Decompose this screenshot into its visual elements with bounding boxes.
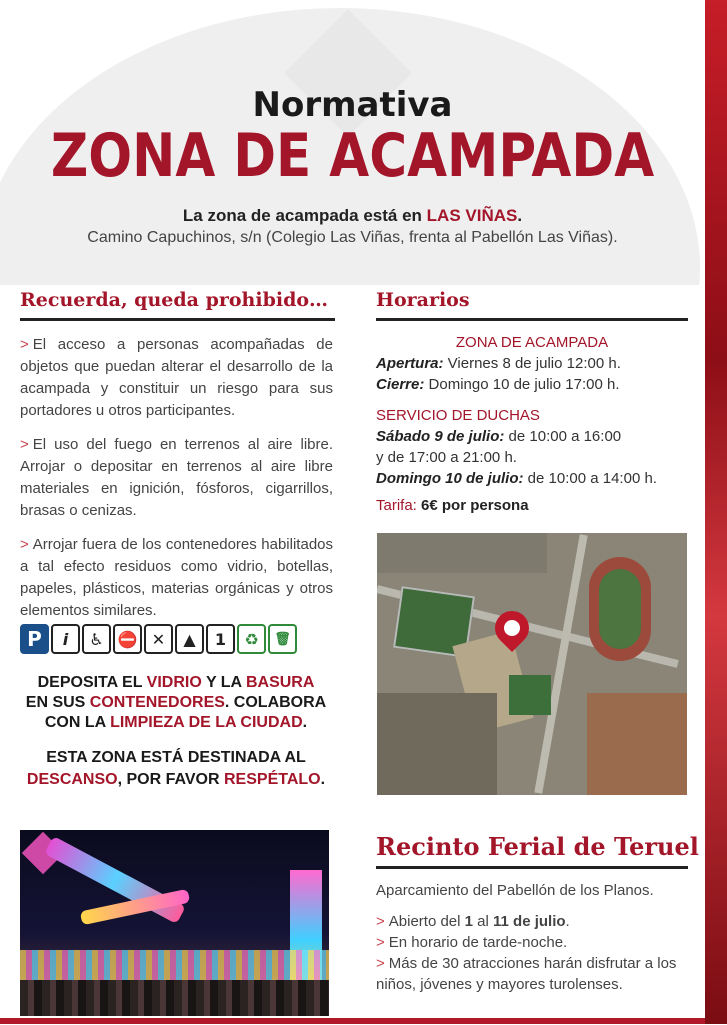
- sabado-row-2: y de 17:00 a 21:00 h.: [376, 449, 517, 466]
- list-item: > Abierto del 1 al 11 de julio.: [376, 913, 570, 930]
- section-divider: [20, 318, 335, 321]
- recycle-bin-icon: ♻: [237, 624, 266, 654]
- apertura-row: Apertura: Viernes 8 de julio 12:00 h.: [376, 355, 621, 372]
- tarifa-row: Tarifa: 6€ por persona: [376, 497, 529, 514]
- tent-icon: ▲: [175, 624, 204, 654]
- recinto-block: [376, 880, 692, 995]
- no-camping-icon: ✕: [144, 624, 173, 654]
- page-title: ZONA DE ACAMPADA: [50, 121, 655, 191]
- service-icons-row: [20, 624, 335, 656]
- info-icon: i: [51, 624, 80, 654]
- prohibited-list: [20, 334, 333, 634]
- list-item: > Arrojar fuera de los contenedores habilitados a tal efecto residuos como vidrio, botellas, papeles, plásticos, materias orgánicas y otros elementos similares.: [20, 536, 333, 619]
- recinto-title: Recinto Ferial de Teruel: [376, 832, 699, 861]
- wheelchair-icon: ♿: [82, 624, 111, 654]
- dog-icon: ⛔: [113, 624, 142, 654]
- fairground-photo: [20, 830, 329, 1016]
- list-item: > En horario de tarde-noche.: [376, 934, 568, 951]
- rest-zone-notice: ESTA ZONA ESTÁ DESTINADA AL DESCANSO, POR FAVOR RESPÉTALO.: [26, 749, 326, 788]
- duchas-subtitle: SERVICIO DE DUCHAS: [376, 407, 540, 424]
- bullet-arrow-icon: >: [20, 536, 29, 553]
- recinto-subtitle: Aparcamiento del Pabellón de los Planos.: [376, 882, 654, 899]
- location-map: [377, 533, 687, 795]
- bullet-arrow-icon: >: [20, 436, 29, 453]
- section-divider: [376, 866, 688, 869]
- bullet-arrow-icon: >: [20, 336, 29, 353]
- decorative-edge: [705, 0, 727, 1024]
- number-one-icon: 1: [206, 624, 235, 654]
- list-item: > El uso del fuego en terrenos al aire libre. Arrojar o depositar en terrenos al aire libre materiales en ignición, fósforos, cigarrillos, brasas o cenizas.: [20, 436, 333, 519]
- parking-icon: P: [20, 624, 49, 654]
- domingo-row: Domingo 10 de julio: de 10:00 a 14:00 h.: [376, 470, 657, 487]
- bottom-accent-bar: [0, 1018, 705, 1024]
- bullet-arrow-icon: >: [376, 913, 385, 930]
- bullet-arrow-icon: >: [376, 934, 385, 951]
- location-address: Camino Capuchinos, s/n (Colegio Las Viñas, frenta al Pabellón Las Viñas).: [87, 229, 618, 246]
- location-line: La zona de acampada está en LAS VIÑAS.: [182, 206, 523, 225]
- trash-bin-icon: 🗑: [268, 624, 297, 654]
- zona-subtitle: ZONA DE ACAMPADA: [455, 334, 609, 351]
- location-name: LAS VIÑAS: [426, 206, 518, 225]
- bullet-arrow-icon: >: [376, 955, 385, 972]
- horarios-block: [376, 332, 688, 516]
- list-item: > Más de 30 atracciones harán disfrutar a los niños, jóvenes y mayores turolenses.: [376, 955, 677, 993]
- sabado-row: Sábado 9 de julio: de 10:00 a 16:00: [376, 428, 622, 445]
- location-block: [0, 206, 705, 247]
- list-item: > El acceso a personas acompañadas de objetos que puedan alterar el desarrollo de la acampada y constituir un riesgo para sus portadores u otros participantes.: [20, 336, 333, 419]
- section-divider: [376, 318, 688, 321]
- header-subtitle: Normativa: [252, 85, 453, 125]
- prohibited-title: Recuerda, queda prohibido…: [20, 289, 329, 311]
- cierre-row: Cierre: Domingo 10 de julio 17:00 h.: [376, 376, 620, 393]
- recycling-notice: DEPOSITA EL VIDRIO Y LA BASURA EN SUS CONTENEDORES. COLABORA CON LA LIMPIEZA DE LA CIUDAD.: [25, 674, 327, 731]
- page-header: [0, 85, 705, 191]
- horarios-title: Horarios: [376, 289, 470, 311]
